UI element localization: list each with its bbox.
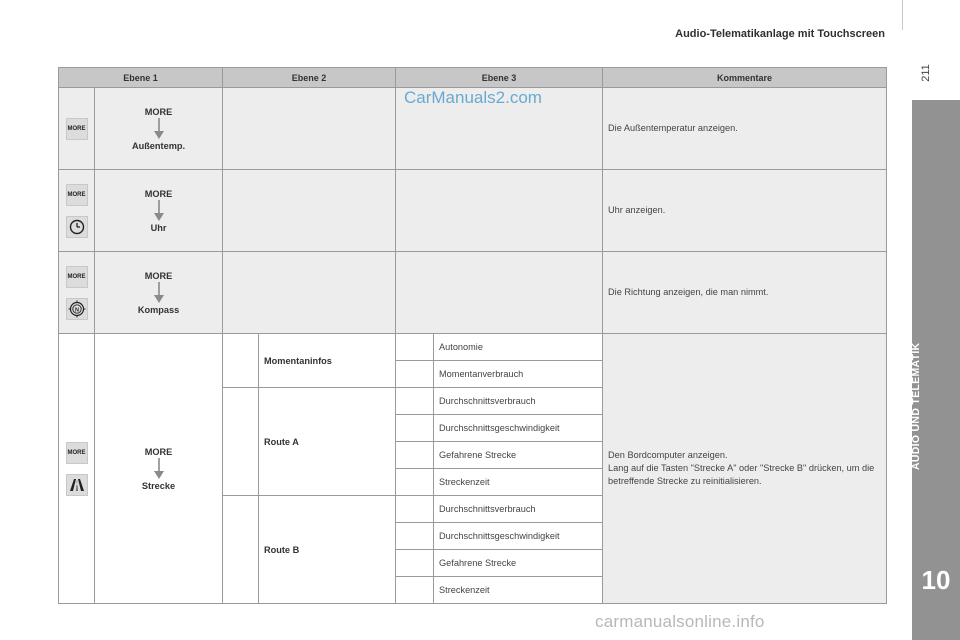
level3-spacer <box>396 469 434 496</box>
more-label: MORE <box>144 188 173 199</box>
comment-cell <box>603 334 887 604</box>
icon-cell <box>59 334 95 604</box>
level2-spacer <box>223 496 259 604</box>
table-row <box>59 252 887 334</box>
level3-cell <box>396 170 603 252</box>
table-row <box>59 170 887 252</box>
comment-cell: Die Außentemperatur anzeigen. <box>603 88 887 170</box>
level3-label: Autonomie <box>434 334 603 361</box>
level3-label: Durchschnittsgeschwindigkeit <box>434 415 603 442</box>
level1-label: Kompass <box>137 304 180 315</box>
comment-cell: Die Richtung anzeigen, die man nimmt. <box>603 252 887 334</box>
more-icon: MORE <box>66 184 88 206</box>
page-number: 211 <box>920 64 932 82</box>
comment-line: Lang auf die Tasten "Strecke A" oder "Strecke B" drücken, um die betreffende Strecke zu reinitialisieren. <box>608 463 875 486</box>
more-icon: MORE <box>66 266 88 288</box>
header-ebene-1: Ebene 1 <box>59 68 223 88</box>
header-ebene-3: Ebene 3 <box>396 68 603 88</box>
arrow-down-icon <box>153 458 165 480</box>
level1-cell <box>95 170 223 252</box>
level2-cell <box>223 170 396 252</box>
more-icon: MORE <box>66 442 88 464</box>
arrow-down-icon <box>153 200 165 222</box>
road-icon <box>66 474 88 496</box>
more-label: MORE <box>144 270 173 281</box>
level3-label: Durchschnittsverbrauch <box>434 496 603 523</box>
level2-label: Route B <box>259 496 396 604</box>
level3-spacer <box>396 361 434 388</box>
level3-spacer <box>396 523 434 550</box>
level2-label: Route A <box>259 388 396 496</box>
comment-cell: Uhr anzeigen. <box>603 170 887 252</box>
level2-spacer <box>223 388 259 496</box>
level3-spacer <box>396 442 434 469</box>
level3-spacer <box>396 550 434 577</box>
chapter-title: AUDIO UND TELEMATIK <box>910 342 922 470</box>
level2-cell <box>223 88 396 170</box>
table-header-row <box>59 68 887 88</box>
header-divider <box>902 0 903 30</box>
level3-label: Streckenzeit <box>434 577 603 604</box>
level2-label: Momentaninfos <box>259 334 396 388</box>
level3-label: Momentanverbrauch <box>434 361 603 388</box>
icon-cell <box>59 88 95 170</box>
level1-cell <box>95 334 223 604</box>
chapter-number: 10 <box>921 565 951 595</box>
arrow-down-icon <box>153 282 165 304</box>
level3-label: Gefahrene Strecke <box>434 442 603 469</box>
level3-label: Streckenzeit <box>434 469 603 496</box>
level3-label: Durchschnittsgeschwindigkeit <box>434 523 603 550</box>
level1-label: Außentemp. <box>131 140 186 151</box>
level3-spacer <box>396 577 434 604</box>
comment-line: Den Bordcomputer anzeigen. <box>608 450 728 460</box>
watermark-top: CarManuals2.com <box>404 88 542 107</box>
level3-spacer <box>396 388 434 415</box>
level1-label: Uhr <box>150 222 167 233</box>
compass-icon <box>66 298 88 320</box>
level3-label: Durchschnittsverbrauch <box>434 388 603 415</box>
page-header-title: Audio-Telematikanlage mit Touchscreen <box>675 28 885 40</box>
more-label: MORE <box>144 446 173 457</box>
level1-cell <box>95 252 223 334</box>
level2-cell <box>223 252 396 334</box>
level2-spacer <box>223 334 259 388</box>
level1-cell <box>95 88 223 170</box>
arrow-down-icon <box>153 118 165 140</box>
header-kommentare: Kommentare <box>603 68 887 88</box>
level3-spacer <box>396 496 434 523</box>
header-ebene-2: Ebene 2 <box>223 68 396 88</box>
level3-label: Gefahrene Strecke <box>434 550 603 577</box>
clock-icon <box>66 216 88 238</box>
more-label: MORE <box>144 106 173 117</box>
more-icon: MORE <box>66 118 88 140</box>
level3-spacer <box>396 334 434 361</box>
svg-text:N: N <box>74 306 79 313</box>
menu-table <box>58 67 887 604</box>
level3-cell <box>396 252 603 334</box>
table-row <box>59 334 887 361</box>
icon-cell <box>59 170 95 252</box>
level1-label: Strecke <box>141 480 176 491</box>
level3-spacer <box>396 415 434 442</box>
icon-cell <box>59 252 95 334</box>
watermark-bottom: carmanualsonline.info <box>595 612 765 631</box>
